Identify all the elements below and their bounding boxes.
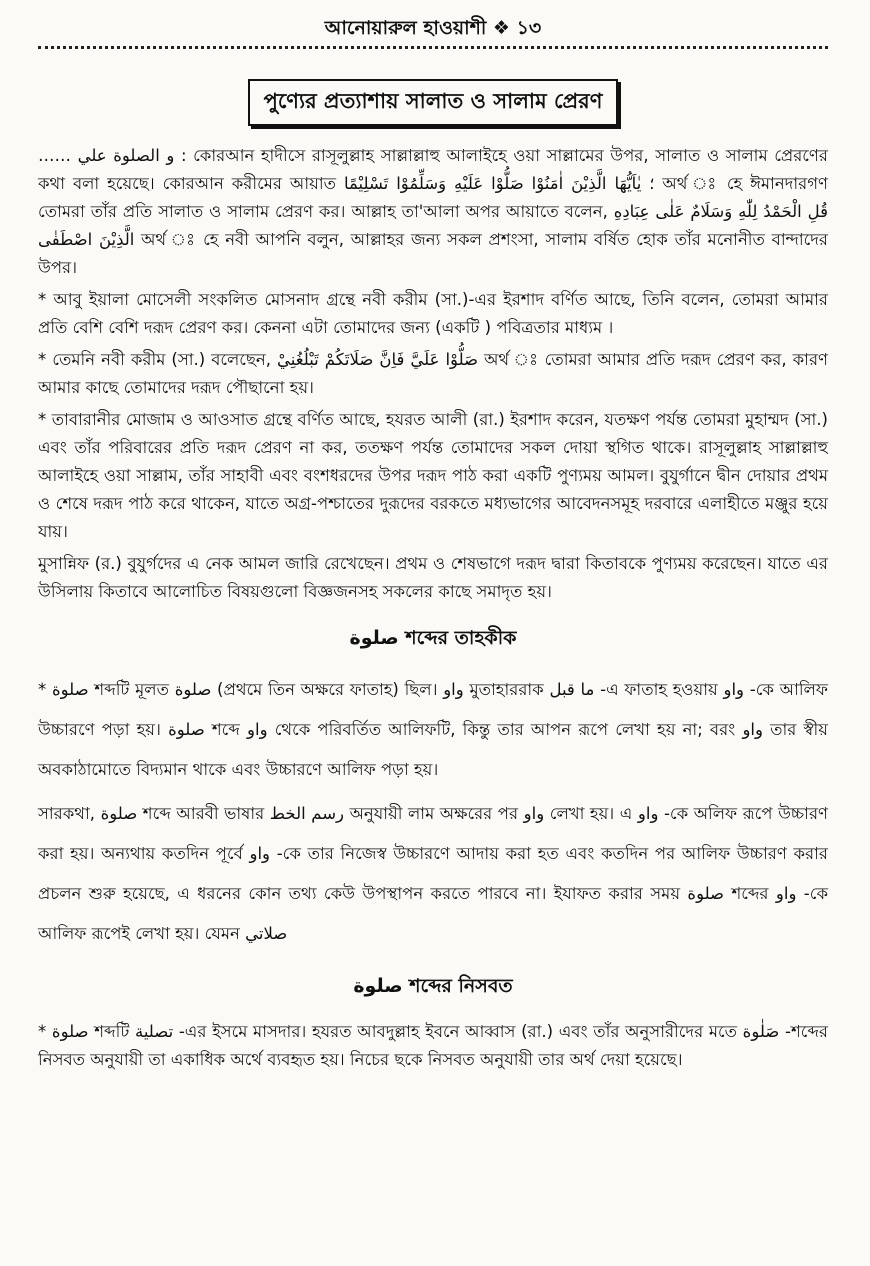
paragraph-nisbat: * صلوة শব্দটি تصلية -এর ইসমে মাসদার। হযরত আবদুল্লাহ ইবনে আব্বাস (রা.) এবং তাঁর অনুসারীদের মতে صَلٰوة -শব্দের নিসবত অনুযায়ী তা একাধিক অর্থে ব্যবহৃত হয়। নিচের ছকে নিসবত অনুযায়ী তার অর্থ দেয়া হয়েছে। bbox=[38, 1022, 829, 1069]
paragraph-salat-origin: * صلوة শব্দটি মূলত صلوة (প্রথমে তিন অক্ষরে ফাতাহ) ছিল। واو মুতাহাররাক ما قبل -এ ফাতাহ হওয়ায় واو -কে আলিফ উচ্চারণে পড়া হয়। صلوة শব্দে واو থেকে পরিবর্তিত আলিফটি, কিন্তু তার আপন রূপে লেখা হয় না; বরং واو তার স্বীয় অবকাঠামোতে বিদ্যমান থাকে এবং উচ্চারণে আলিফ পড়া হয়। bbox=[38, 680, 828, 779]
paragraph-abu-yala: * আবু ইয়ালা মোসেলী সংকলিত মোসনাদ গ্রন্থে নবী করীম (সা.)-এর ইরশাদ বর্ণিত আছে, তিনি বলেন, তোমরা আমার প্রতি বেশি বেশি দরূদ প্রেরণ কর। কেননা এটা তোমাদের জন্য (একটি ) পবিত্রতার মাধ্যম । bbox=[38, 290, 828, 337]
paragraph-summary: সারকথা, صلوة শব্দে আরবী ভাষার رسم الخط অনুযায়ী লাম অক্ষরের পর واو লেখা হয়। এ واو -কে অলিফ রূপে উচ্চারণ করা হয়। অন্যথায় কতদিন পূর্বে واو -কে তার নিজেস্ব উচ্চারণে আদায় করা হত এবং কতদিন পর আলিফ উচ্চারণ করার প্রচলন শুরু হয়েছে, এ ধরনের কোন তথ্য কেউ উপস্থাপন করতে পারবে না। ইযাফত করার সময় صلوة শব্দের واو -কে আলিফ রূপেই লেখা হয়। যেমন صلاتي bbox=[38, 804, 828, 943]
paragraph-intro: …… و الصلوة علي : কোরআন হাদীসে রাসূলুল্লাহ সাল্লাল্লাহু আলাইহে ওয়া সাল্লামের উপর, সালাত ও সালাম প্রেরণের কথা বলা হয়েছে। কোরআন করীমের আয়াত ؛ يٰاَيُّهَا الَّذِيْنَ اٰمَنُوْا صَلُّوْا عَلَيْهِ وَسَلِّمُوْا تَسْلِيْمًا অর্থ ঃ হে ঈমানদারগণ তোমরা তাঁর প্রতি সালাত ও সালাম প্রেরণ কর। আল্লাহ তা'আলা অপর আয়াতে বলেন, قُلِ الْحَمْدُ لِلّٰهِ وَسَلَامٌ عَلٰى عِبَادِهِ الَّذِيْنَ اصْطَفٰى অর্থ ঃ হে নবী আপনি বলুন, আল্লাহর জন্য সকল প্রশংসা, সালাম বর্ষিত হোক তাঁর মনোনীত বান্দাদের উপর। bbox=[38, 146, 829, 277]
section-title-box: পুণ্যের প্রত্যাশায় সালাত ও সালাম প্রেরণ bbox=[248, 79, 619, 126]
heading-tahqiq: صلوة শব্দের তাহকীক bbox=[349, 627, 517, 649]
paragraph-tabarani: * তাবারানীর মোজাম ও আওসাত গ্রন্থে বর্ণিত আছে, হযরত আলী (রা.) ইরশাদ করেন, যতক্ষণ পর্যন্ত তোমরা মুহাম্মদ (সা.) এবং তাঁর পরিবারের প্রতি দরূদ প্রেরণ না কর, ততক্ষণ পর্যন্ত তোমাদের সকল দোয়া স্থগিত থাকে। রাসূলুল্লাহ সাল্লাল্লাহু আলাইহে ওয়া সাল্লাম, তাঁর সাহাবী এবং বংশধরদের উপর দরূদ পাঠ করা একটি পুণ্যময় আমল। বুযুর্গানে দ্বীন দোয়ার প্রথম ও শেষে দরূদ পাঠ করে থাকেন, যাতে অগ্র-পশ্চাতের দুরূদের বরকতে মধ্যভাগের আবেদনসমূহ দরবারে এলাহীতে মঞ্জুর হয়ে যায়। bbox=[38, 410, 828, 541]
heading-nisbat: صلوة শব্দের নিসবত bbox=[353, 975, 513, 997]
book-page bbox=[38, 14, 828, 1078]
running-header: আনোয়ারুল হাওয়াশী ❖ ১৩ bbox=[324, 17, 542, 39]
paragraph-musannif: মুসান্নিফ (র.) বুযুর্গদের এ নেক আমল জারি রেখেছেন। প্রথম ও শেষভাগে দরূদ দ্বারা কিতাবকে পুণ্যময় করেছেন। যাতে এর উসিলায় কিতাবে আলোচিত বিষয়গুলো বিজ্ঞজনসহ সকলের কাছে সমাদৃত হয়। bbox=[38, 554, 828, 601]
paragraph-hadith-durood: * তেমনি নবী করীম (সা.) বলেছেন, صَلُّوْا عَلَيَّ فَاِنَّ صَلَاتَكُمْ تَبْلُغُنِيْ অর্থ ঃ তোমরা আমার প্রতি দরূদ প্রেরণ কর, কারণ আমার কাছে তোমাদের দরূদ পৌছানো হয়। bbox=[38, 350, 828, 397]
header-dotted-rule bbox=[38, 46, 828, 49]
